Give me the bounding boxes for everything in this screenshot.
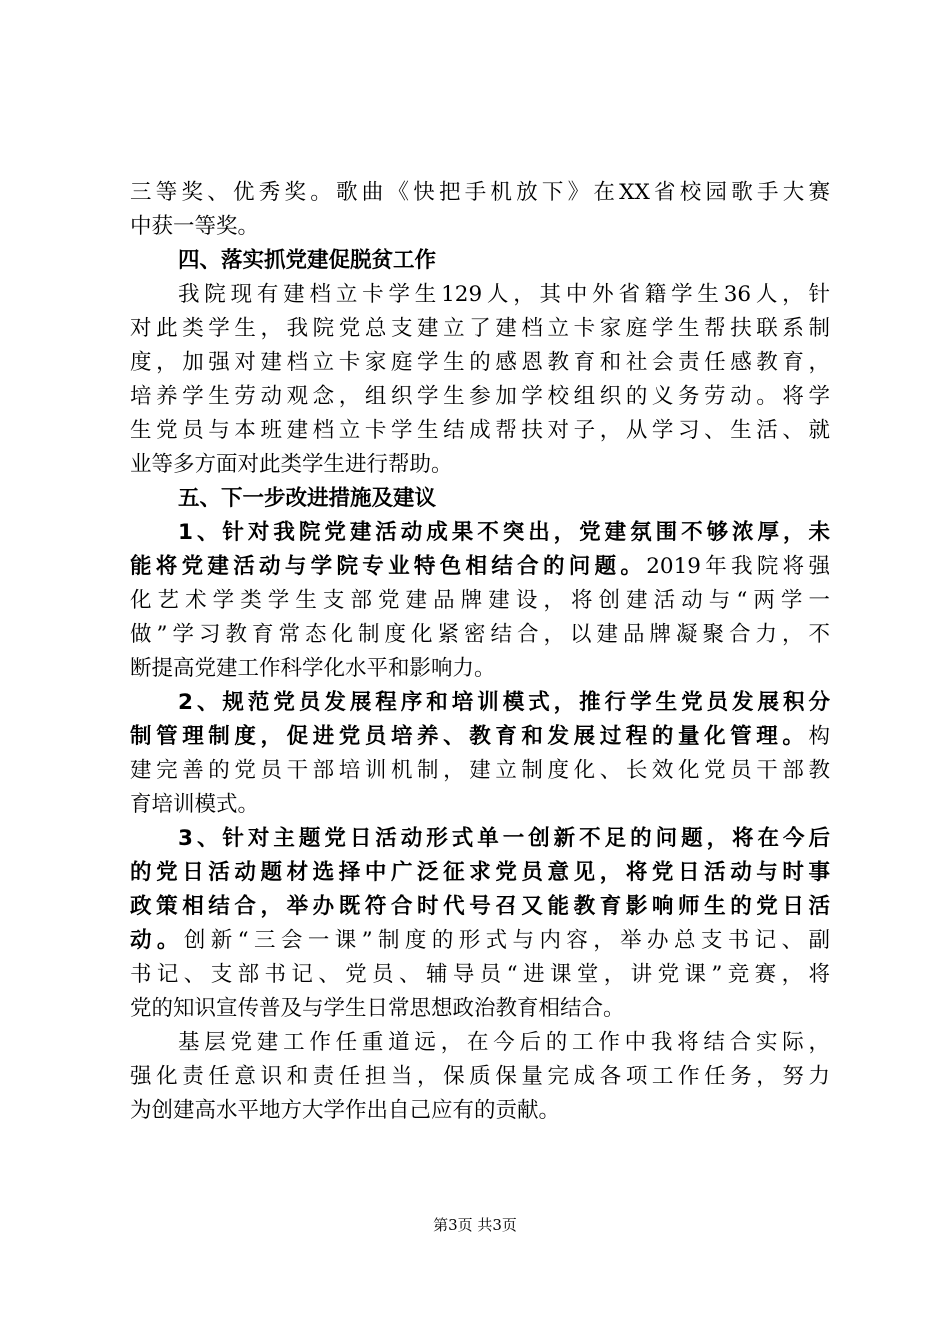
text-line — [130, 1026, 830, 1060]
document-body — [130, 176, 830, 1128]
text-segment: 创新“三会一课”制度的形式与内容，举办总支书记、副 — [183, 928, 830, 953]
text-line — [130, 346, 830, 380]
bold-text-segment: 2、规范党员发展程序和培训模式，推行学生党员发展积分 — [178, 690, 830, 715]
text-line — [130, 856, 830, 890]
text-line — [130, 516, 830, 550]
text-segment: 中获一等奖。 — [130, 214, 260, 239]
text-line — [130, 754, 830, 788]
text-line — [130, 380, 830, 414]
text-line — [130, 584, 830, 618]
text-segment: 度，加强对建档立卡家庭学生的感恩教育和社会责任感教育， — [130, 350, 830, 375]
text-segment: 强化责任意识和责任担当，保质保量完成各项工作任务，努力 — [130, 1064, 830, 1089]
text-line — [130, 1094, 830, 1128]
text-segment: 培养学生劳动观念，组织学生参加学校组织的义务劳动。将学 — [130, 384, 830, 409]
text-line — [130, 482, 830, 516]
bold-text-segment: 政策相结合，举办既符合时代号召又能教育影响师生的党日活 — [130, 894, 830, 919]
bold-text-segment: 的党日活动题材选择中广泛征求党员意见，将党日活动与时事 — [130, 860, 830, 885]
text-line — [130, 550, 830, 584]
bold-text-segment: 动。 — [130, 928, 184, 953]
text-segment: 做”学习教育常态化制度化紧密结合，以建品牌凝聚合力，不 — [130, 622, 830, 647]
text-line — [130, 992, 830, 1026]
text-segment: 为创建高水平地方大学作出自己应有的贡献。 — [130, 1098, 561, 1123]
bold-text-segment: 能将党建活动与学院专业特色相结合的问题。 — [130, 554, 647, 579]
text-line — [130, 686, 830, 720]
text-segment: 书记、支部书记、党员、辅导员“进课堂，讲党课”竞赛，将 — [130, 962, 830, 987]
text-segment: 化艺术学类学生支部党建品牌建设，将创建活动与“两学一 — [130, 588, 830, 613]
text-line — [130, 618, 830, 652]
text-line — [130, 788, 830, 822]
text-line — [130, 448, 830, 482]
text-segment: 构 — [808, 724, 830, 749]
text-line — [130, 312, 830, 346]
text-line — [130, 210, 830, 244]
text-line — [130, 958, 830, 992]
text-segment: 我院现有建档立卡学生129人，其中外省籍学生36人，针 — [178, 282, 830, 307]
text-segment: 2019年我院将强 — [646, 554, 830, 579]
text-segment: 基层党建工作任重道远，在今后的工作中我将结合实际， — [178, 1030, 830, 1055]
bold-text-segment: 制管理制度，促进党员培养、教育和发展过程的量化管理。 — [130, 724, 809, 749]
text-line — [130, 924, 830, 958]
text-line — [130, 278, 830, 312]
text-segment: 育培训模式。 — [130, 792, 260, 817]
text-segment: 生党员与本班建档立卡学生结成帮扶对子，从学习、生活、就 — [130, 418, 830, 443]
text-line — [130, 822, 830, 856]
bold-text-segment: 3、针对主题党日活动形式单一创新不足的问题，将在今后 — [178, 826, 830, 851]
bold-text-segment: 1、针对我院党建活动成果不突出，党建氛围不够浓厚，未 — [178, 520, 830, 545]
text-line — [130, 720, 830, 754]
text-segment: 党的知识宣传普及与学生日常思想政治教育相结合。 — [130, 996, 625, 1021]
bold-text-segment: 五、下一步改进措施及建议 — [178, 486, 437, 511]
text-segment: 对此类学生，我院党总支建立了建档立卡家庭学生帮扶联系制 — [130, 316, 830, 341]
text-line — [130, 652, 830, 686]
text-segment: 三等奖、优秀奖。歌曲《快把手机放下》在XX省校园歌手大赛 — [130, 180, 830, 205]
text-segment: 业等多方面对此类学生进行帮助。 — [130, 452, 453, 477]
text-line — [130, 176, 830, 210]
text-line — [130, 890, 830, 924]
page-number-footer: 第3页 共3页 — [433, 1216, 517, 1234]
text-line — [130, 1060, 830, 1094]
text-segment: 建完善的党员干部培训机制，建立制度化、长效化党员干部教 — [130, 758, 830, 783]
text-line — [130, 414, 830, 448]
text-line — [130, 244, 830, 278]
text-segment: 断提高党建工作科学化水平和影响力。 — [130, 656, 496, 681]
bold-text-segment: 四、落实抓党建促脱贫工作 — [178, 248, 437, 273]
